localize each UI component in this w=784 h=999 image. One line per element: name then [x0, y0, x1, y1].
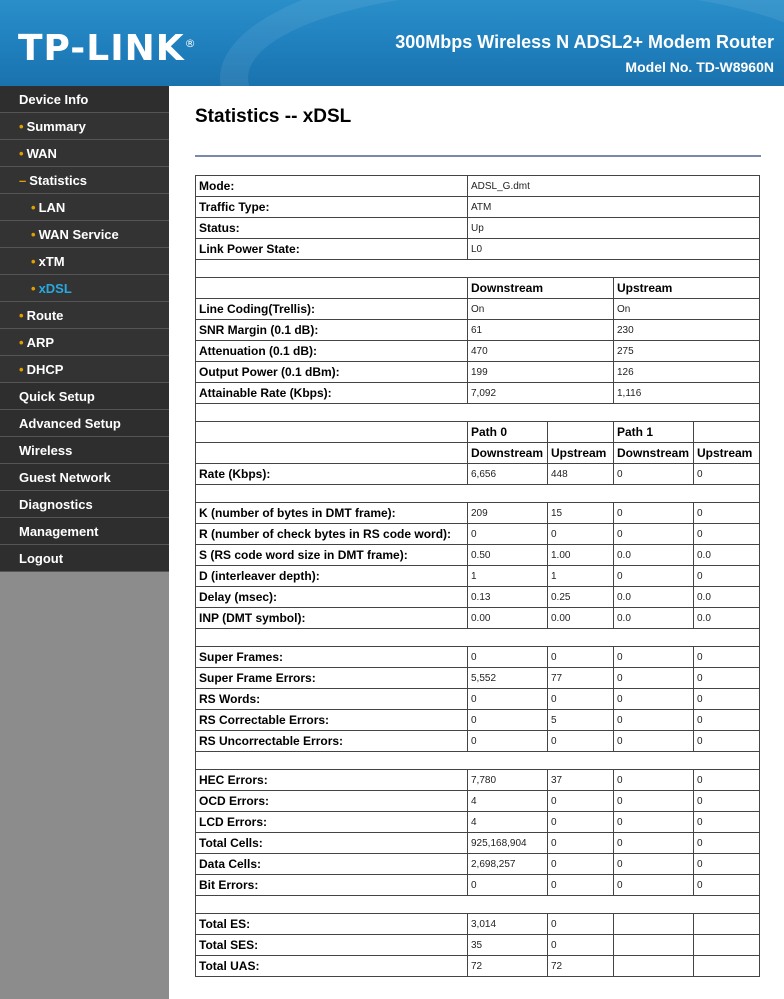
column-header: Path 1 [614, 422, 694, 443]
stat-value: 0 [694, 668, 760, 689]
stat-value: 0 [694, 791, 760, 812]
stat-value: 0 [614, 854, 694, 875]
stat-value: 0.0 [694, 587, 760, 608]
stat-value: 4 [468, 791, 548, 812]
empty-cell [614, 956, 694, 977]
stat-value: 37 [548, 770, 614, 791]
stat-value: 0.50 [468, 545, 548, 566]
stat-label: Output Power (0.1 dBm): [196, 362, 468, 383]
spacer-row [196, 752, 760, 770]
sidebar-item-wan-service[interactable] [0, 221, 169, 248]
stat-value: 0.13 [468, 587, 548, 608]
table-row [196, 239, 760, 260]
bullet-icon: • [19, 308, 24, 323]
stat-label: Total ES: [196, 914, 468, 935]
stat-value: 0 [548, 791, 614, 812]
column-header: Upstream [614, 278, 760, 299]
sidebar-item-dhcp[interactable] [0, 356, 169, 383]
sidebar-item-label: Guest Network [19, 470, 111, 485]
stat-label: Attainable Rate (Kbps): [196, 383, 468, 404]
stat-label: OCD Errors: [196, 791, 468, 812]
stat-value: 0.25 [548, 587, 614, 608]
spacer-cell [196, 404, 760, 422]
stat-value: 230 [614, 320, 760, 341]
stat-value: 0 [694, 731, 760, 752]
stat-value: 0 [614, 710, 694, 731]
stat-value: 0 [694, 464, 760, 485]
sidebar-item-label: xDSL [38, 281, 72, 296]
sidebar-item-wireless[interactable] [0, 437, 169, 464]
stat-label: R (number of check bytes in RS code word): [196, 524, 468, 545]
xdsl-stats-table [195, 175, 760, 977]
sidebar-item-label: Wireless [19, 443, 73, 458]
stat-value: 15 [548, 503, 614, 524]
column-header: Upstream [548, 443, 614, 464]
bullet-icon: • [19, 335, 24, 350]
stat-value: 3,014 [468, 914, 548, 935]
spacer-row [196, 260, 760, 278]
sidebar-item-label: Management [19, 524, 99, 539]
stat-label: K (number of bytes in DMT frame): [196, 503, 468, 524]
stat-value: 0 [694, 503, 760, 524]
table-row [196, 770, 760, 791]
stat-label: Status: [196, 218, 468, 239]
stat-label: LCD Errors: [196, 812, 468, 833]
stat-label: Total SES: [196, 935, 468, 956]
table-row [196, 176, 760, 197]
sidebar-item-guest-network[interactable] [0, 464, 169, 491]
stat-value: 0 [694, 854, 760, 875]
stat-value: 0 [614, 812, 694, 833]
table-row [196, 875, 760, 896]
sidebar-item-label: xTM [38, 254, 65, 269]
stat-value: 6,656 [468, 464, 548, 485]
stat-value: ATM [468, 197, 760, 218]
stat-label: Link Power State: [196, 239, 468, 260]
table-row [196, 935, 760, 956]
stat-value: 0 [468, 731, 548, 752]
table-row [196, 299, 760, 320]
stat-value: 0 [468, 647, 548, 668]
empty-cell [694, 956, 760, 977]
spacer-cell [196, 896, 760, 914]
stat-value: 0 [694, 689, 760, 710]
product-name: 300Mbps Wireless N ADSL2+ Modem Router [395, 32, 774, 52]
stat-value: 0 [614, 875, 694, 896]
stat-label: Data Cells: [196, 854, 468, 875]
stat-value: 61 [468, 320, 614, 341]
table-row [196, 197, 760, 218]
stat-value: 1 [468, 566, 548, 587]
table-row [196, 812, 760, 833]
stat-label: Traffic Type: [196, 197, 468, 218]
sidebar-nav [0, 86, 169, 999]
stat-value: 0 [694, 770, 760, 791]
stat-value: 0 [614, 668, 694, 689]
collapse-dash-icon: – [19, 173, 27, 188]
bullet-icon: • [19, 146, 24, 161]
stat-value: 2,698,257 [468, 854, 548, 875]
column-header: Downstream [468, 278, 614, 299]
stat-value: 126 [614, 362, 760, 383]
stat-value: 1,116 [614, 383, 760, 404]
stat-value: 0.0 [614, 608, 694, 629]
sidebar-item-xdsl[interactable] [0, 275, 169, 302]
stat-label: Mode: [196, 176, 468, 197]
stat-value: 77 [548, 668, 614, 689]
stat-value: 0 [614, 731, 694, 752]
table-row [196, 647, 760, 668]
stat-label: SNR Margin (0.1 dB): [196, 320, 468, 341]
stat-value: 0 [548, 689, 614, 710]
stat-label: RS Words: [196, 689, 468, 710]
stat-value: 72 [468, 956, 548, 977]
table-row [196, 362, 760, 383]
stat-value: 0 [548, 935, 614, 956]
stat-value: 0.0 [614, 587, 694, 608]
stat-label: Line Coding(Trellis): [196, 299, 468, 320]
sidebar-item-label: WAN Service [38, 227, 119, 242]
stat-value: 0 [694, 566, 760, 587]
stat-value: 72 [548, 956, 614, 977]
table-row [196, 791, 760, 812]
stat-value: 0 [468, 689, 548, 710]
title-divider [195, 155, 761, 157]
table-row [196, 689, 760, 710]
stat-label: Total UAS: [196, 956, 468, 977]
stat-value: 5 [548, 710, 614, 731]
stat-value: 0 [548, 833, 614, 854]
sidebar-item-logout[interactable] [0, 545, 169, 572]
stat-value: 275 [614, 341, 760, 362]
empty-cell [694, 914, 760, 935]
model-number: Model No. TD-W8960N [625, 59, 774, 75]
stat-label: Rate (Kbps): [196, 464, 468, 485]
stat-value: 0 [614, 647, 694, 668]
stat-value: 0 [694, 833, 760, 854]
empty-header-cell [694, 422, 760, 443]
sidebar-item-route[interactable] [0, 302, 169, 329]
sidebar-item-wan[interactable] [0, 140, 169, 167]
stat-value: 0 [614, 791, 694, 812]
stat-value: 0 [548, 914, 614, 935]
stat-value: 1.00 [548, 545, 614, 566]
sidebar-item-label: Route [26, 308, 64, 323]
empty-header-cell [196, 422, 468, 443]
empty-header-cell [196, 443, 468, 464]
column-header: Downstream [468, 443, 548, 464]
stat-value: On [468, 299, 614, 320]
stat-value: 0 [614, 566, 694, 587]
stat-value: 470 [468, 341, 614, 362]
sidebar-item-label: ARP [26, 335, 55, 350]
table-row [196, 587, 760, 608]
bullet-icon: • [31, 227, 36, 242]
stat-value: 925,168,904 [468, 833, 548, 854]
bullet-icon: • [31, 281, 36, 296]
column-header: Downstream [614, 443, 694, 464]
stat-value: On [614, 299, 760, 320]
header-row [196, 422, 760, 443]
sidebar-item-lan[interactable] [0, 194, 169, 221]
stat-label: RS Correctable Errors: [196, 710, 468, 731]
stat-label: Super Frame Errors: [196, 668, 468, 689]
stat-value: ADSL_G.dmt [468, 176, 760, 197]
spacer-row [196, 404, 760, 422]
stat-value: 0 [694, 647, 760, 668]
sidebar-item-advanced-setup[interactable] [0, 410, 169, 437]
bullet-icon: • [31, 254, 36, 269]
stat-value: 0 [548, 647, 614, 668]
empty-header-cell [548, 422, 614, 443]
bullet-icon: • [19, 119, 24, 134]
spacer-row [196, 629, 760, 647]
spacer-row [196, 485, 760, 503]
header-row [196, 278, 760, 299]
header-banner [0, 0, 784, 86]
stat-value: 0 [614, 503, 694, 524]
stat-value: 7,092 [468, 383, 614, 404]
stat-value: 0 [468, 524, 548, 545]
column-header: Upstream [694, 443, 760, 464]
stat-value: 0.0 [614, 545, 694, 566]
stat-value: 0.00 [468, 608, 548, 629]
table-row [196, 854, 760, 875]
stat-value: 0 [614, 464, 694, 485]
stat-value: 0 [548, 731, 614, 752]
table-row [196, 383, 760, 404]
stat-label: INP (DMT symbol): [196, 608, 468, 629]
sidebar-item-summary[interactable] [0, 113, 169, 140]
table-row [196, 524, 760, 545]
stat-value: 0 [548, 875, 614, 896]
stat-value: 0 [614, 689, 694, 710]
stat-value: Up [468, 218, 760, 239]
sidebar-item-label: Diagnostics [19, 497, 93, 512]
column-header: Path 0 [468, 422, 548, 443]
sidebar-item-device-info[interactable] [0, 86, 169, 113]
table-row [196, 320, 760, 341]
sidebar-item-label: Logout [19, 551, 64, 566]
spacer-cell [196, 629, 760, 647]
stat-value: 0 [614, 770, 694, 791]
stat-value: 5,552 [468, 668, 548, 689]
table-row [196, 503, 760, 524]
sidebar-item-label: Quick Setup [19, 389, 95, 404]
brand-logo: TP-LINK® [18, 28, 197, 69]
sidebar-item-statistics[interactable] [0, 167, 169, 194]
sidebar-item-management[interactable] [0, 518, 169, 545]
stat-value: 0 [694, 875, 760, 896]
bullet-icon: • [19, 362, 24, 377]
sidebar-item-label: Summary [26, 119, 86, 134]
stat-label: Delay (msec): [196, 587, 468, 608]
stat-value: 209 [468, 503, 548, 524]
sidebar-item-diagnostics[interactable] [0, 491, 169, 518]
bullet-icon: • [31, 200, 36, 215]
stat-value: 0.0 [694, 608, 760, 629]
table-row [196, 731, 760, 752]
stat-value: 0 [614, 833, 694, 854]
sidebar-item-label: Device Info [19, 92, 89, 107]
sidebar-item-label: DHCP [26, 362, 64, 377]
stat-value: 448 [548, 464, 614, 485]
stat-label: HEC Errors: [196, 770, 468, 791]
table-row [196, 833, 760, 854]
stat-value: 0 [694, 524, 760, 545]
empty-cell [614, 914, 694, 935]
stat-value: 0 [548, 524, 614, 545]
table-row [196, 545, 760, 566]
stat-label: Super Frames: [196, 647, 468, 668]
table-row [196, 956, 760, 977]
stat-value: 0 [548, 854, 614, 875]
spacer-cell [196, 260, 760, 278]
spacer-row [196, 896, 760, 914]
stat-label: D (interleaver depth): [196, 566, 468, 587]
empty-header-cell [196, 278, 468, 299]
stat-value: 4 [468, 812, 548, 833]
table-row [196, 710, 760, 731]
stat-value: 0.0 [694, 545, 760, 566]
stat-value: 0 [468, 710, 548, 731]
empty-cell [694, 935, 760, 956]
stat-label: RS Uncorrectable Errors: [196, 731, 468, 752]
page-title: Statistics -- xDSL [195, 106, 352, 127]
empty-cell [614, 935, 694, 956]
stat-value: 0 [468, 875, 548, 896]
table-row [196, 341, 760, 362]
stat-value: 0 [548, 812, 614, 833]
stat-value: 0 [694, 710, 760, 731]
stat-label: S (RS code word size in DMT frame): [196, 545, 468, 566]
stat-label: Bit Errors: [196, 875, 468, 896]
stat-value: L0 [468, 239, 760, 260]
sidebar-item-label: Statistics [29, 173, 88, 188]
table-row [196, 218, 760, 239]
sidebar-item-label: Advanced Setup [19, 416, 121, 431]
stat-value: 0 [614, 524, 694, 545]
sidebar-item-label: WAN [26, 146, 57, 161]
stat-value: 0.00 [548, 608, 614, 629]
sidebar-item-quick-setup[interactable] [0, 383, 169, 410]
sidebar-item-arp[interactable] [0, 329, 169, 356]
table-row [196, 668, 760, 689]
table-row [196, 914, 760, 935]
stat-value: 7,780 [468, 770, 548, 791]
header-row [196, 443, 760, 464]
stat-label: Total Cells: [196, 833, 468, 854]
stat-value: 0 [694, 812, 760, 833]
table-row [196, 464, 760, 485]
table-row [196, 566, 760, 587]
table-row [196, 608, 760, 629]
spacer-cell [196, 485, 760, 503]
stat-value: 35 [468, 935, 548, 956]
stat-value: 1 [548, 566, 614, 587]
sidebar-item-label: LAN [38, 200, 66, 215]
spacer-cell [196, 752, 760, 770]
sidebar-item-xtm[interactable] [0, 248, 169, 275]
stat-label: Attenuation (0.1 dB): [196, 341, 468, 362]
stat-value: 199 [468, 362, 614, 383]
